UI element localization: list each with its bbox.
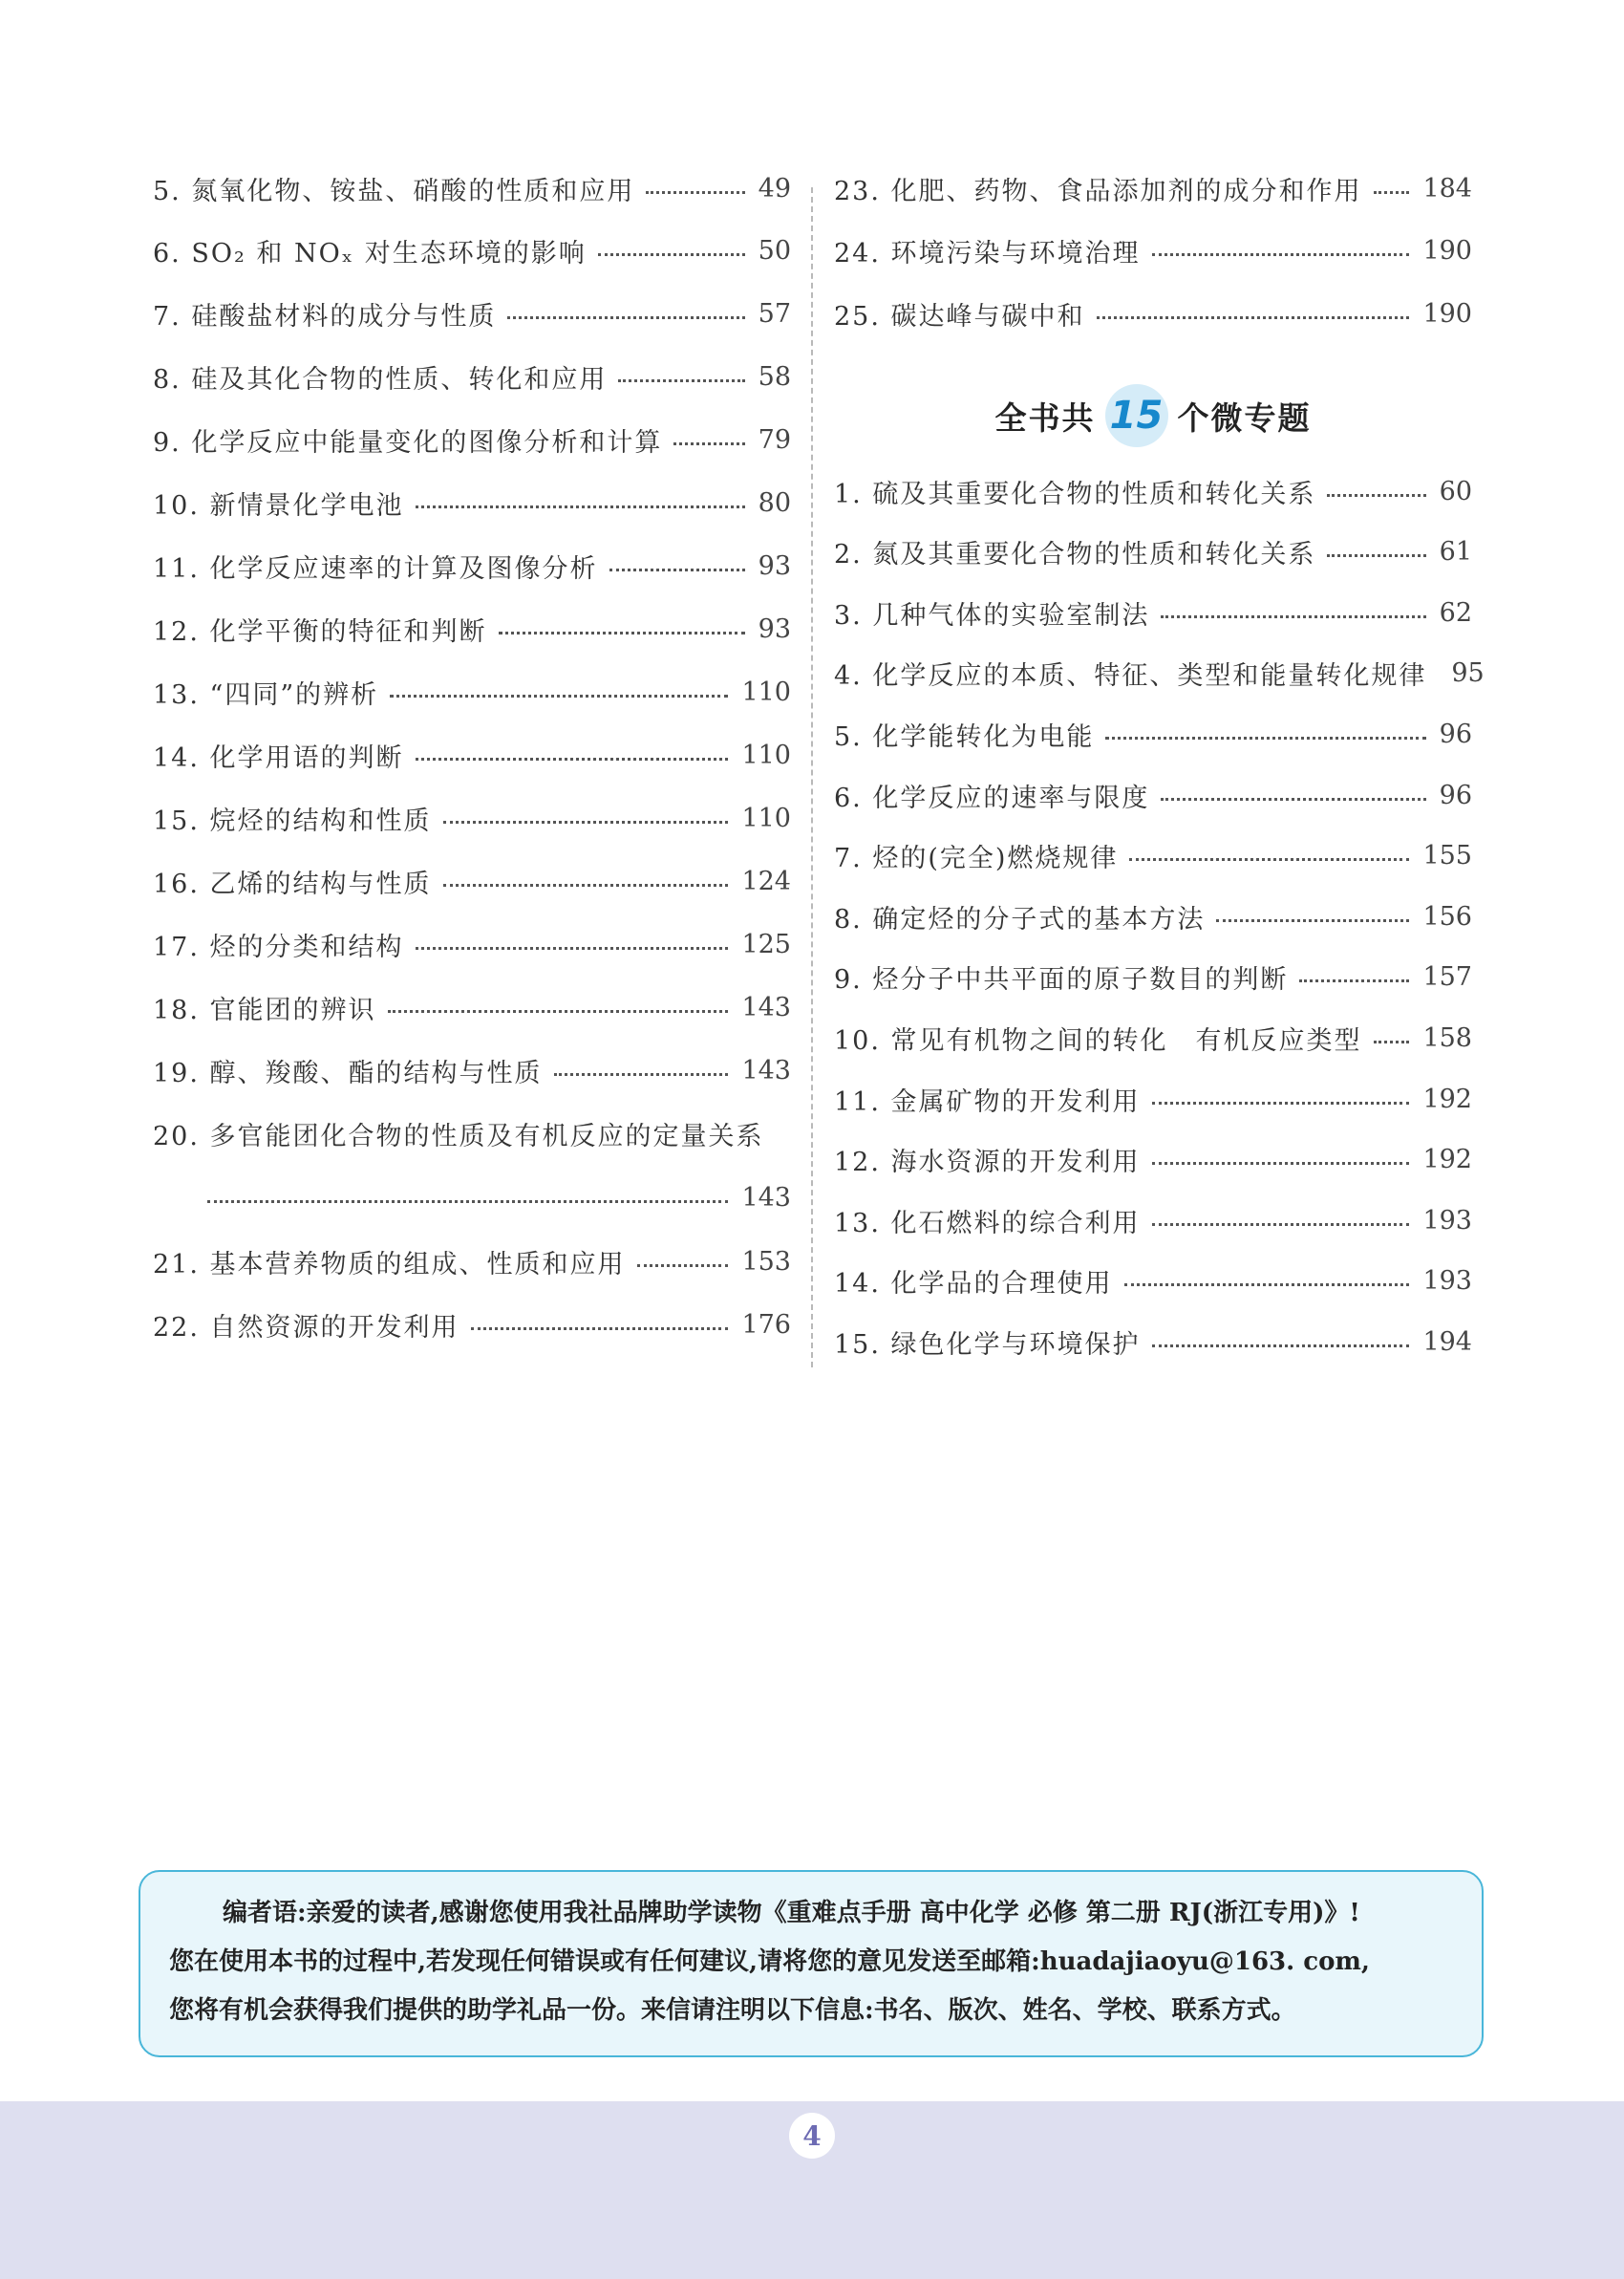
toc-entry-title: 5. 化学能转化为电能 xyxy=(834,721,1095,752)
dot-leader xyxy=(1152,253,1410,256)
toc-entry xyxy=(153,794,791,842)
toc-entry-page: 60 xyxy=(1439,476,1472,506)
dot-leader xyxy=(1152,1344,1410,1347)
toc-entry-title: 10. 新情景化学电池 xyxy=(153,490,404,521)
toc-entry-title: 7. 烃的(完全)燃烧规律 xyxy=(834,844,1119,874)
toc-entry-title: 18. 官能团的辨识 xyxy=(153,995,376,1025)
toc-entry-title: 7. 硅酸盐材料的成分与性质 xyxy=(153,301,497,332)
toc-entry xyxy=(153,1301,791,1348)
toc-entry-title: 25. 碳达峰与碳中和 xyxy=(834,301,1085,332)
dot-leader xyxy=(1327,554,1425,557)
toc-entry xyxy=(153,353,791,400)
toc-entry xyxy=(834,467,1472,515)
toc-entry-page: 110 xyxy=(741,803,791,833)
toc-entry-title: 8. 硅及其化合物的性质、转化和应用 xyxy=(153,364,608,395)
dot-leader xyxy=(673,442,744,445)
toc-entry-page: 58 xyxy=(758,361,791,392)
toc-entry-title: 11. 金属矿物的开发利用 xyxy=(834,1086,1141,1117)
toc-entry-page: 155 xyxy=(1422,841,1472,871)
toc-entry xyxy=(834,710,1472,758)
dot-leader xyxy=(1152,1102,1410,1105)
toc-entry-page: 156 xyxy=(1422,901,1472,932)
toc-entry-page: 96 xyxy=(1439,719,1472,749)
toc-entry-page: 80 xyxy=(758,487,791,518)
topic-count-badge: 15 xyxy=(1105,384,1168,447)
toc-entry-title: 9. 化学反应中能量变化的图像分析和计算 xyxy=(153,427,663,458)
toc-entry xyxy=(834,1014,1472,1062)
toc-entry-page: 143 xyxy=(741,1055,791,1086)
dot-leader xyxy=(1374,191,1410,194)
toc-entry xyxy=(834,589,1472,636)
toc-entry-page: 193 xyxy=(1422,1266,1472,1297)
toc-entry-title: 2. 氮及其重要化合物的性质和转化关系 xyxy=(834,540,1316,570)
dot-leader xyxy=(416,758,729,761)
toc-entry-page: 62 xyxy=(1439,597,1472,628)
toc-entry-title: 11. 化学反应速率的计算及图像分析 xyxy=(153,553,598,584)
toc-entry xyxy=(153,1109,791,1157)
micro-topics-heading xyxy=(834,382,1472,449)
dot-leader xyxy=(443,884,729,887)
toc-entry-page: 93 xyxy=(758,550,791,581)
toc-entry xyxy=(153,479,791,527)
toc-entry-page: 158 xyxy=(1422,1022,1472,1053)
dot-leader xyxy=(388,1010,729,1013)
toc-entry-title: 6. 化学反应的速率与限度 xyxy=(834,783,1150,813)
toc-entry-title: 12. 海水资源的开发利用 xyxy=(834,1148,1141,1178)
dot-leader xyxy=(1161,615,1425,618)
dot-leader xyxy=(1124,1283,1410,1286)
toc-entry-title: 12. 化学平衡的特征和判断 xyxy=(153,616,487,647)
dot-leader xyxy=(1105,737,1425,740)
dot-leader xyxy=(598,253,745,256)
dot-leader xyxy=(390,695,728,698)
toc-entry-title: 9. 烃分子中共平面的原子数目的判断 xyxy=(834,965,1289,996)
toc-entry xyxy=(834,1075,1472,1123)
toc-entry-title: 14. 化学用语的判断 xyxy=(153,742,404,773)
toc-entry-page: 192 xyxy=(1422,1145,1472,1175)
toc-entry-page: 124 xyxy=(741,866,791,896)
dot-leader xyxy=(1299,979,1409,982)
toc-entry-title: 13. 化石燃料的综合利用 xyxy=(834,1208,1141,1238)
toc-entry xyxy=(153,164,791,212)
toc-entry xyxy=(153,857,791,905)
toc-entry xyxy=(153,1237,791,1285)
toc-entry xyxy=(153,983,791,1031)
toc-entry-page: 184 xyxy=(1422,173,1472,204)
toc-entry-page: 190 xyxy=(1422,298,1472,329)
toc-entry xyxy=(153,290,791,337)
toc-entry-page: 49 xyxy=(758,173,791,204)
heading-suffix: 个微专题 xyxy=(1177,398,1312,437)
toc-entry-page: 157 xyxy=(1422,962,1472,993)
toc-entry-page: 57 xyxy=(758,298,791,329)
dot-leader xyxy=(416,505,745,508)
dot-leader xyxy=(554,1073,729,1076)
toc-entry-page: 79 xyxy=(758,424,791,455)
editor-note-line-2: 您在使用本书的过程中,若发现任何错误或有任何建议,请将您的意见发送至邮箱:huadajiaoyu@163. com, xyxy=(169,1947,1370,1976)
dot-leader xyxy=(1327,494,1425,497)
toc-entry-page: 110 xyxy=(741,740,791,770)
toc-entry xyxy=(153,605,791,653)
toc-entry-page: 110 xyxy=(741,677,791,707)
toc-entry-page: 176 xyxy=(741,1309,791,1340)
toc-entry xyxy=(834,892,1472,940)
toc-entry-title: 24. 环境污染与环境治理 xyxy=(834,238,1141,269)
page-number: 4 xyxy=(789,2113,835,2159)
dot-leader xyxy=(609,569,745,571)
toc-entry-title: 17. 烃的分类和结构 xyxy=(153,932,404,962)
editor-note-line-1: 编者语:亲爱的读者,感谢您使用我社品牌助学读物《重难点手册 高中化学 必修 第二册 RJ(浙江专用)》! xyxy=(223,1899,1360,1927)
dot-leader xyxy=(1152,1223,1410,1226)
toc-entry xyxy=(153,416,791,463)
toc-entry xyxy=(834,528,1472,576)
dot-leader xyxy=(637,1264,729,1267)
toc-entry xyxy=(153,920,791,968)
dot-leader xyxy=(416,947,729,950)
toc-entry-title: 13. “四同”的辨析 xyxy=(153,679,379,710)
toc-entry-title: 1. 硫及其重要化合物的性质和转化关系 xyxy=(834,479,1316,509)
toc-entry xyxy=(153,731,791,779)
toc-entry xyxy=(153,1173,791,1221)
dot-leader xyxy=(618,379,744,382)
dot-leader xyxy=(646,191,744,194)
heading-prefix: 全书共 xyxy=(994,398,1096,437)
toc-entry-title: 14. 化学品的合理使用 xyxy=(834,1269,1113,1300)
toc-entry-page: 192 xyxy=(1422,1084,1472,1114)
toc-entry xyxy=(834,226,1472,274)
toc-entry xyxy=(834,1136,1472,1184)
dot-leader xyxy=(1129,858,1409,861)
toc-entry-title: 8. 确定烃的分子式的基本方法 xyxy=(834,904,1206,935)
dot-leader xyxy=(507,316,744,319)
column-divider xyxy=(811,187,813,1367)
dot-leader xyxy=(1152,1162,1410,1165)
editor-note-line-3: 您将有机会获得我们提供的助学礼品一份。来信请注明以下信息:书名、版次、姓名、学校、联系方式。 xyxy=(169,1996,1296,2025)
toc-entry-title: 21. 基本营养物质的组成、性质和应用 xyxy=(153,1249,626,1279)
toc-entry-page: 190 xyxy=(1422,235,1472,266)
toc-entry xyxy=(834,650,1485,698)
toc-entry-title: 23. 化肥、药物、食品添加剂的成分和作用 xyxy=(834,176,1362,206)
toc-entry xyxy=(834,954,1472,1001)
toc-entry-page: 143 xyxy=(741,992,791,1022)
editor-note xyxy=(139,1870,1484,2057)
toc-entry xyxy=(834,832,1472,880)
toc-entry xyxy=(834,164,1472,212)
toc-entry-page: 194 xyxy=(1422,1326,1472,1357)
toc-entry-page: 50 xyxy=(758,235,791,266)
toc-entry-page: 96 xyxy=(1439,780,1472,810)
toc-entry-title: 15. 烷烃的结构和性质 xyxy=(153,806,432,836)
toc-entry-title: 5. 氮氧化物、铵盐、硝酸的性质和应用 xyxy=(153,176,635,206)
toc-entry xyxy=(834,1196,1472,1244)
toc-entry xyxy=(834,771,1472,819)
toc-entry xyxy=(153,226,791,274)
dot-leader xyxy=(1097,316,1410,319)
toc-entry xyxy=(153,1046,791,1094)
toc-entry-page: 125 xyxy=(741,929,791,959)
toc-entry-title: 4. 化学反应的本质、特征、类型和能量转化规律 xyxy=(834,661,1427,692)
toc-entry xyxy=(834,1258,1472,1305)
toc-entry-page: 95 xyxy=(1451,658,1485,689)
dot-leader xyxy=(207,1200,728,1203)
dot-leader xyxy=(1161,798,1425,801)
dot-leader xyxy=(471,1327,729,1330)
toc-entry-title: 20. 多官能团化合物的性质及有机反应的定量关系 xyxy=(153,1121,764,1151)
toc-entry-page: 93 xyxy=(758,613,791,644)
toc-entry-title: 10. 常见有机物之间的转化 有机反应类型 xyxy=(834,1025,1362,1056)
toc-entry-title: 15. 绿色化学与环境保护 xyxy=(834,1329,1141,1360)
toc-entry-page: 193 xyxy=(1422,1205,1472,1236)
dot-leader xyxy=(443,821,729,824)
toc-entry xyxy=(834,290,1472,337)
toc-entry-title: 3. 几种气体的实验室制法 xyxy=(834,600,1150,631)
toc-entry-page: 61 xyxy=(1439,537,1472,568)
dot-leader xyxy=(1216,919,1409,922)
toc-entry-title: 22. 自然资源的开发利用 xyxy=(153,1312,459,1343)
toc-entry-page: 153 xyxy=(741,1246,791,1277)
dot-leader xyxy=(499,632,745,634)
toc-entry-page: 143 xyxy=(741,1182,791,1213)
toc-entry-title: 19. 醇、羧酸、酯的结构与性质 xyxy=(153,1058,543,1088)
toc-entry-title: 16. 乙烯的结构与性质 xyxy=(153,869,432,899)
toc-entry xyxy=(834,1318,1472,1365)
toc-entry-title: 6. SO₂ 和 NOₓ 对生态环境的影响 xyxy=(153,238,587,269)
toc-entry xyxy=(153,542,791,590)
toc-entry xyxy=(153,668,791,716)
dot-leader xyxy=(1374,1041,1410,1043)
